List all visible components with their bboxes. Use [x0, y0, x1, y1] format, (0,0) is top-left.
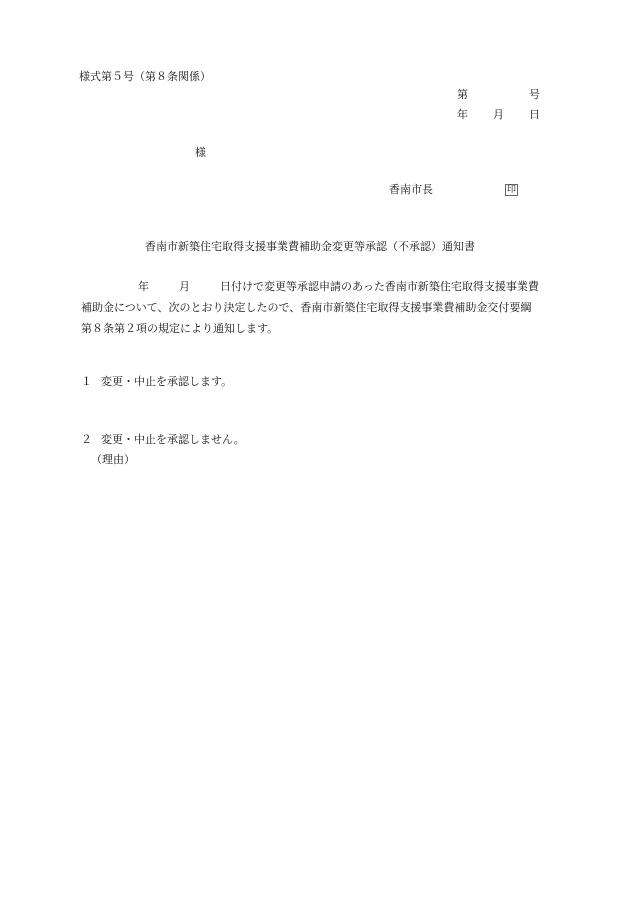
date-year: 年 [457, 108, 468, 121]
body-month: 月 [179, 280, 190, 293]
body-line-1-rest: 日付けで変更等承認申請のあった香南市新築住宅取得支援事業費 [220, 280, 539, 293]
item-1-number: １ [81, 375, 92, 388]
seal-mark [502, 183, 518, 197]
seal-icon: 印 [507, 185, 517, 195]
doc-number-suffix: 号 [529, 88, 540, 101]
body-paragraph [81, 276, 553, 339]
date-month: 月 [493, 108, 504, 121]
body-line-1 [81, 276, 553, 297]
item-2-number: ２ [81, 433, 92, 446]
body-line-3: 第８条第２項の規定により通知します。 [81, 322, 279, 335]
addressee-honorific: 様 [195, 146, 206, 159]
body-line-2: 補助金について、次のとおり決定したので、香南市新築住宅取得支援事業費補助金交付要綱 [81, 301, 532, 314]
form-number: 様式第５号（第８条関係） [79, 70, 211, 83]
doc-number-prefix: 第 [457, 88, 468, 101]
item-2-text: 変更・中止を承認しません。 [101, 433, 245, 446]
date-day: 日 [529, 108, 540, 121]
sender-title: 香南市長 [389, 183, 433, 196]
reason-label: （理由） [91, 453, 135, 466]
body-year: 年 [138, 280, 149, 293]
item-1-text: 変更・中止を承認します。 [101, 375, 233, 388]
document-heading: 香南市新築住宅取得支援事業費補助金変更等承認（不承認）通知書 [145, 240, 475, 253]
